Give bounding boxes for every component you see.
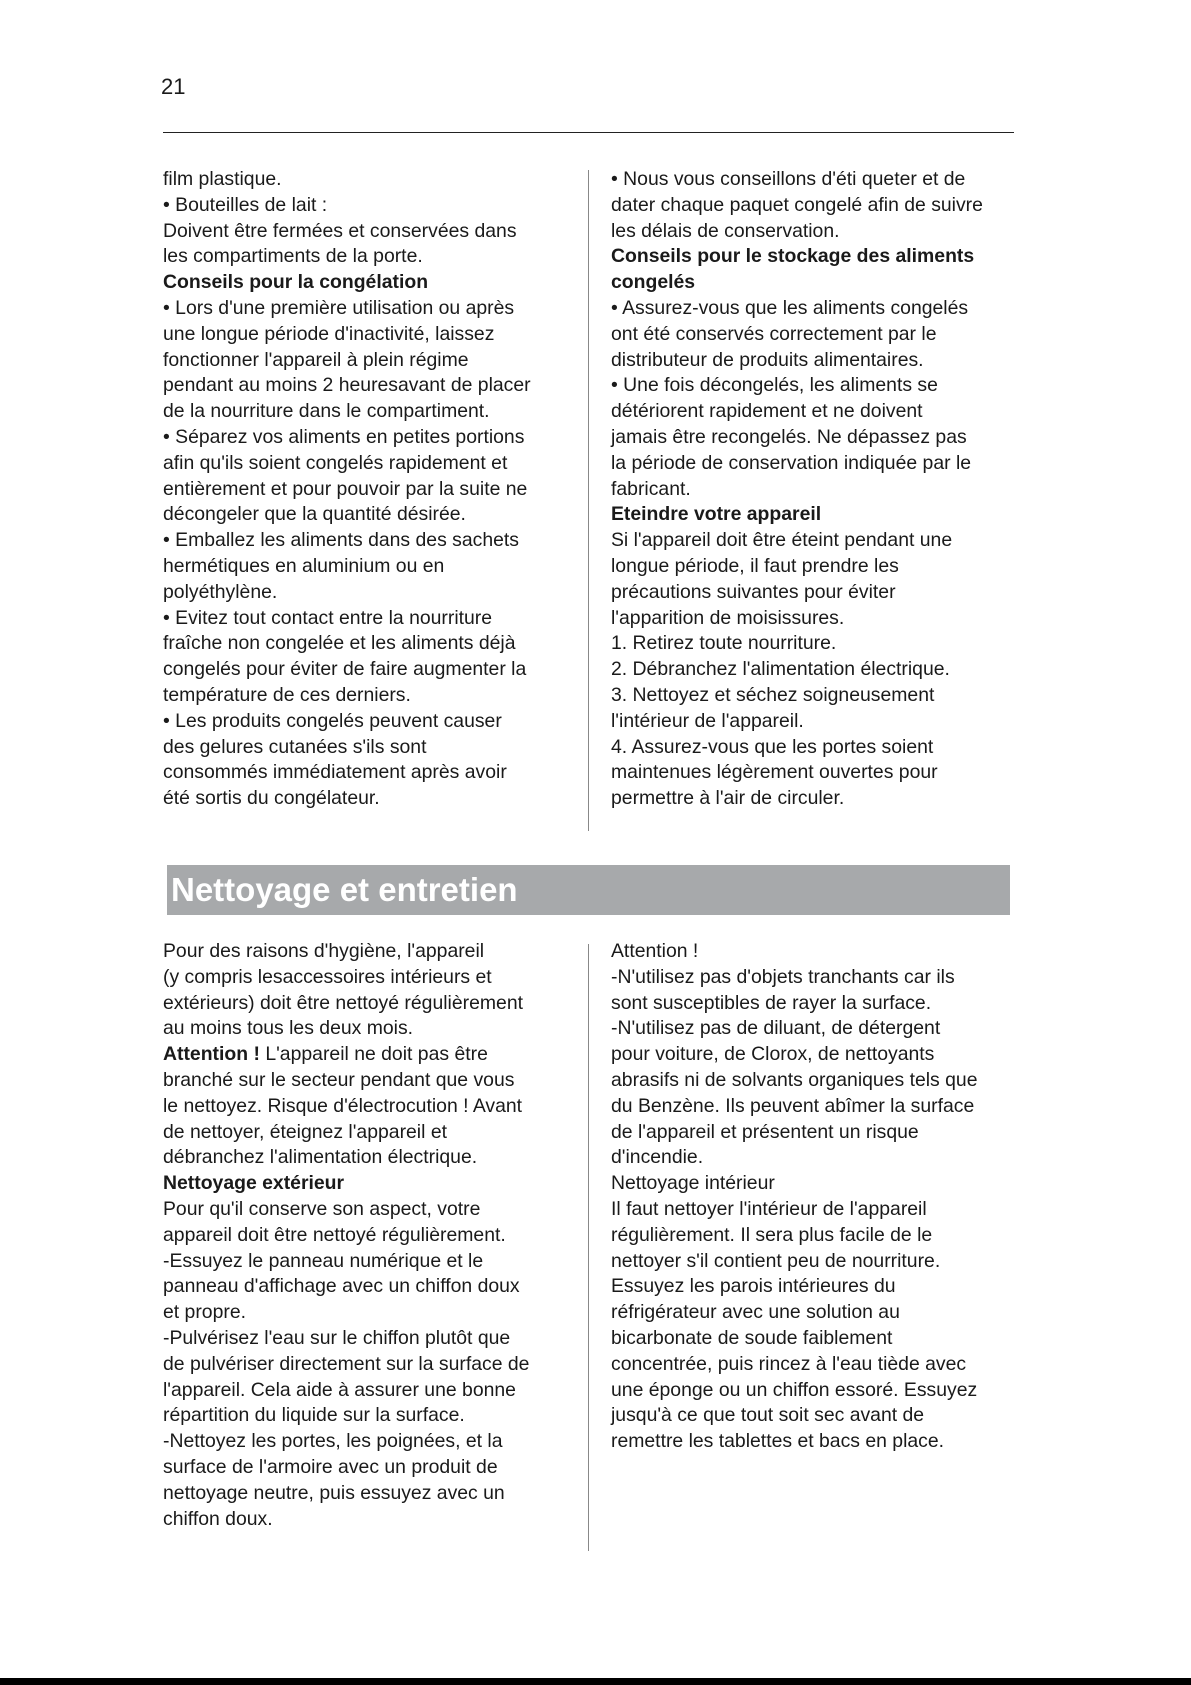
- heading-line: Nettoyage extérieur: [163, 1172, 345, 1195]
- text-line: pendant au moins 2 heuresavant de placer: [163, 374, 531, 397]
- text-line: l'appareil. Cela aide à assurer une bonne: [163, 1378, 516, 1401]
- text-line: • Lors d'une première utilisation ou après: [163, 296, 515, 319]
- text-line: nettoyer s'il contient peu de nourriture.: [611, 1249, 941, 1272]
- freezing-tips-column-right: [611, 167, 1031, 812]
- column-divider: [588, 944, 589, 1551]
- freezing-tips-column-left: [163, 167, 583, 812]
- text-line: fonctionner l'appareil à plein régime: [163, 348, 469, 371]
- text-line: ont été conservés correctement par le: [611, 322, 937, 345]
- text-line: jamais être recongelés. Ne dépassez pas: [611, 425, 967, 448]
- text-span: L'appareil ne doit pas être: [259, 1043, 488, 1066]
- text-line: -N'utilisez pas d'objets tranchants car ils: [611, 965, 955, 988]
- text-line: le nettoyez. Risque d'électrocution ! Avant: [163, 1094, 523, 1117]
- text-line: jusqu'à ce que tout soit sec avant de: [611, 1404, 925, 1427]
- text-line: répartition du liquide sur la surface.: [163, 1404, 465, 1427]
- text-line: réfrigérateur avec une solution au: [611, 1301, 900, 1324]
- text-line: Doivent être fermées et conservées dans: [163, 219, 517, 242]
- text-line: dater chaque paquet congelé afin de suivre: [611, 193, 983, 216]
- text-line: polyéthylène.: [163, 580, 278, 603]
- text-line: l'apparition de moisissures.: [611, 606, 845, 629]
- text-line: -Essuyez le panneau numérique et le: [163, 1249, 484, 1272]
- text-line: permettre à l'air de circuler.: [611, 787, 845, 810]
- text-line: bicarbonate de soude faiblement: [611, 1326, 893, 1349]
- text-line: abrasifs ni de solvants organiques tels que: [611, 1068, 978, 1091]
- text-line: concentrée, puis rincez à l'eau tiède avec: [611, 1352, 967, 1375]
- text-line: surface de l'armoire avec un produit de: [163, 1455, 498, 1478]
- text-line: de la nourriture dans le compartiment.: [163, 400, 490, 423]
- cleaning-column-right: [611, 939, 1031, 1455]
- text-line: et propre.: [163, 1301, 246, 1324]
- text-line: chiffon doux.: [163, 1507, 273, 1530]
- text-line: • Bouteilles de lait :: [163, 193, 328, 216]
- text-line: sont susceptibles de rayer la surface.: [611, 991, 932, 1014]
- text-line: Attention !: [611, 940, 699, 962]
- text-line: appareil doit être nettoyé régulièrement.: [163, 1223, 506, 1246]
- text-line: débranchez l'alimentation électrique.: [163, 1146, 478, 1169]
- text-line: de nettoyer, éteignez l'appareil et: [163, 1120, 447, 1143]
- text-line: entièrement et pour pouvoir par la suite ne: [163, 477, 528, 500]
- text-line: été sortis du congélateur.: [163, 787, 380, 810]
- text-line: 2. Débranchez l'alimentation électrique.: [611, 658, 950, 681]
- text-line: longue période, il faut prendre les: [611, 554, 899, 577]
- text-line: température de ces derniers.: [163, 683, 411, 706]
- text-line: pour voiture, de Clorox, de nettoyants: [611, 1043, 935, 1066]
- text-line: -N'utilisez pas de diluant, de détergent: [611, 1017, 941, 1040]
- text-line: Essuyez les parois intérieures du: [611, 1275, 896, 1298]
- column-divider: [588, 170, 589, 831]
- text-line: -Pulvérisez l'eau sur le chiffon plutôt que: [163, 1326, 511, 1349]
- page-bottom-bar: [0, 1678, 1191, 1685]
- text-line: détériorent rapidement et ne doivent: [611, 400, 923, 423]
- text-line: • Séparez vos aliments en petites portions: [163, 425, 525, 448]
- section-title: Nettoyage et entretien: [171, 871, 518, 908]
- text-line: Pour des raisons d'hygiène, l'appareil: [163, 940, 485, 962]
- text-line: (y compris lesaccessoires intérieurs et: [163, 965, 492, 988]
- warning-label: Attention !: [163, 1043, 260, 1066]
- section-header-band: [167, 865, 1010, 915]
- text-line: d'incendie.: [611, 1146, 704, 1169]
- text-line: nettoyage neutre, puis essuyez avec un: [163, 1481, 505, 1504]
- text-line: au moins tous les deux mois.: [163, 1017, 414, 1040]
- text-line: de pulvériser directement sur la surface de: [163, 1352, 530, 1375]
- text-line: consommés immédiatement après avoir: [163, 761, 507, 784]
- text-line: Pour qu'il conserve son aspect, votre: [163, 1197, 481, 1220]
- text-line: une longue période d'inactivité, laissez: [163, 322, 495, 345]
- text-line: les délais de conservation.: [611, 219, 840, 242]
- text-line: précautions suivantes pour éviter: [611, 580, 896, 603]
- text-line: panneau d'affichage avec un chiffon doux: [163, 1275, 520, 1298]
- text-line: une éponge ou un chiffon essoré. Essuyez: [611, 1378, 978, 1401]
- text-line: hermétiques en aluminium ou en: [163, 554, 445, 577]
- text-line: maintenues légèrement ouvertes pour: [611, 761, 938, 784]
- text-line: remettre les tablettes et bacs en place.: [611, 1430, 945, 1453]
- heading-line: congelés: [611, 271, 696, 294]
- text-line: [163, 1042, 583, 1068]
- text-line: des gelures cutanées s'ils sont: [163, 735, 427, 758]
- text-line: congelés pour éviter de faire augmenter la: [163, 658, 527, 681]
- text-line: décongeler que la quantité désirée.: [163, 503, 466, 526]
- text-line: de l'appareil et présentent un risque: [611, 1120, 919, 1143]
- text-line: • Une fois décongelés, les aliments se: [611, 374, 938, 397]
- heading-line: Conseils pour la congélation: [163, 271, 429, 294]
- text-line: du Benzène. Ils peuvent abîmer la surface: [611, 1094, 975, 1117]
- text-line: 1. Retirez toute nourriture.: [611, 632, 837, 655]
- page-number: 21: [161, 74, 186, 99]
- text-line: fabricant.: [611, 477, 691, 500]
- text-line: l'intérieur de l'appareil.: [611, 709, 804, 732]
- text-line: Si l'appareil doit être éteint pendant une: [611, 529, 953, 552]
- text-line: Il faut nettoyer l'intérieur de l'appareil: [611, 1197, 927, 1220]
- text-line: afin qu'ils soient congelés rapidement et: [163, 451, 508, 474]
- heading-line: Conseils pour le stockage des aliments: [611, 245, 975, 268]
- text-line: Nettoyage intérieur: [611, 1172, 775, 1195]
- text-line: 4. Assurez-vous que les portes soient: [611, 735, 934, 758]
- text-line: • Assurez-vous que les aliments congelés: [611, 296, 969, 319]
- cleaning-column-left: [163, 939, 583, 1532]
- text-line: • Emballez les aliments dans des sachets: [163, 529, 519, 552]
- text-line: fraîche non congelée et les aliments déjà: [163, 632, 516, 655]
- text-line: • Les produits congelés peuvent causer: [163, 709, 502, 732]
- text-line: • Evitez tout contact entre la nourriture: [163, 606, 493, 629]
- heading-line: Eteindre votre appareil: [611, 503, 822, 526]
- text-line: la période de conservation indiquée par le: [611, 451, 972, 474]
- text-line: branché sur le secteur pendant que vous: [163, 1068, 515, 1091]
- text-line: extérieurs) doit être nettoyé régulièrement: [163, 991, 523, 1014]
- text-line: les compartiments de la porte.: [163, 245, 423, 268]
- header-rule: [163, 132, 1014, 133]
- text-line: distributeur de produits alimentaires.: [611, 348, 924, 371]
- text-line: film plastique.: [163, 168, 282, 190]
- text-line: 3. Nettoyez et séchez soigneusement: [611, 683, 935, 706]
- text-line: -Nettoyez les portes, les poignées, et la: [163, 1430, 503, 1453]
- text-line: régulièrement. Il sera plus facile de le: [611, 1223, 933, 1246]
- text-line: • Nous vous conseillons d'éti queter et de: [611, 168, 966, 190]
